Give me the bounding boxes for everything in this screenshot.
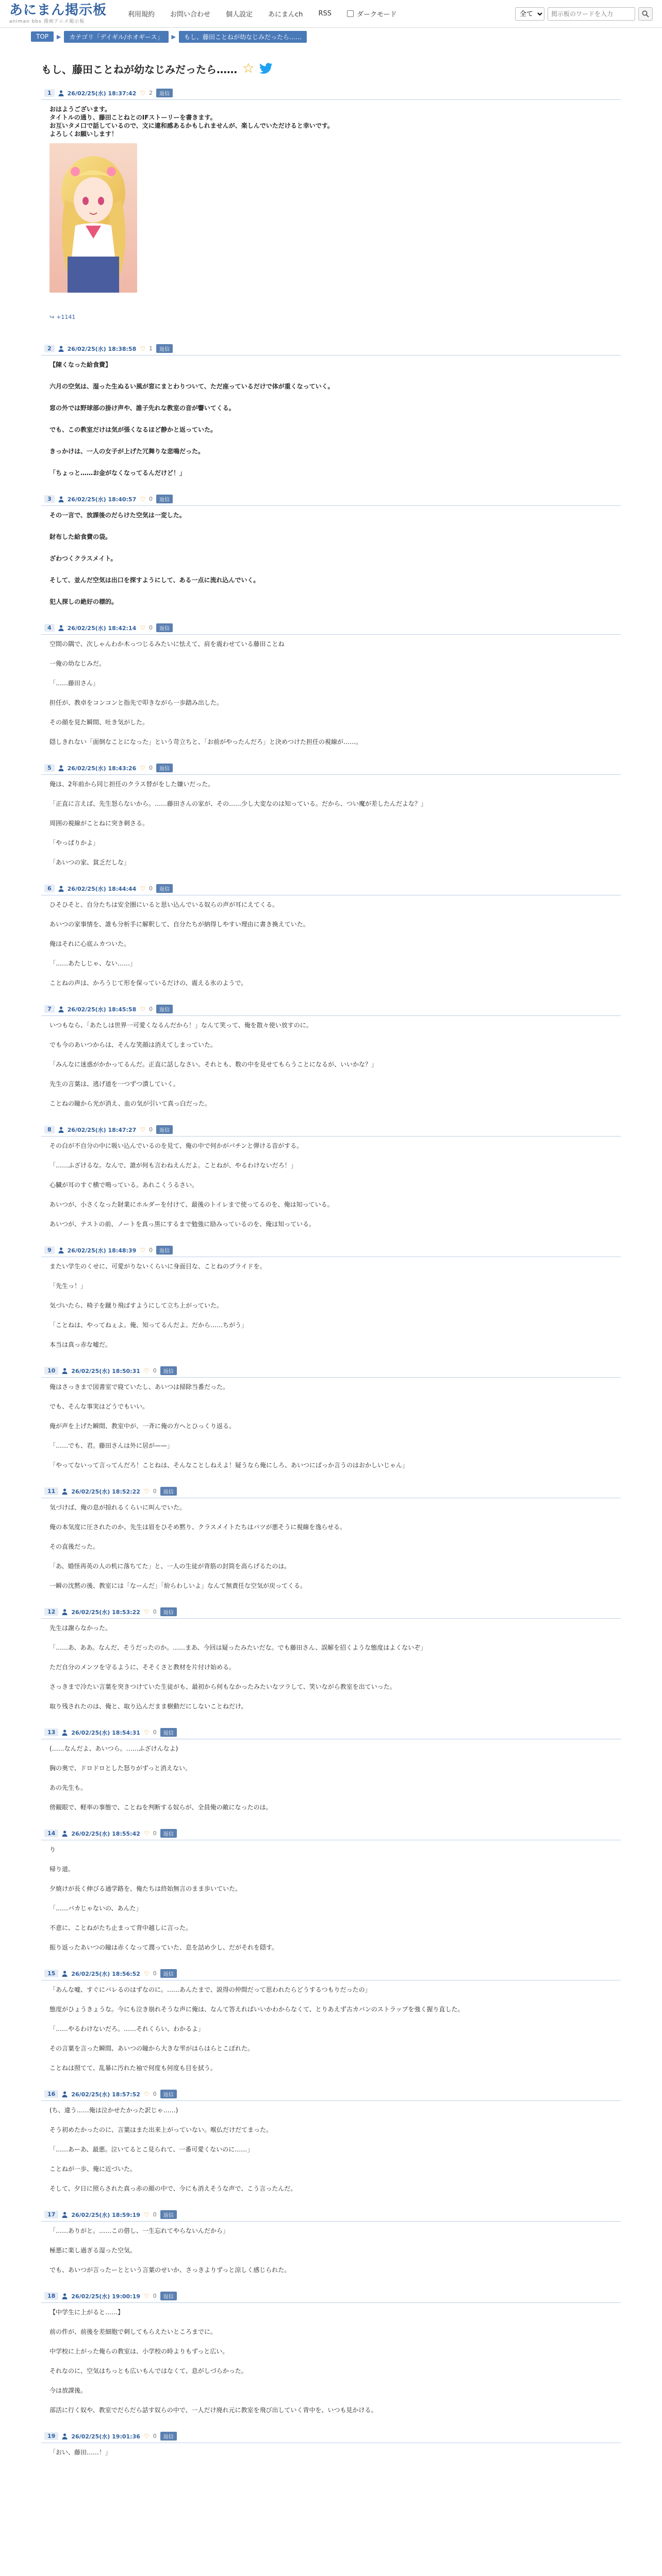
- post-date: 26/02/25(水) 19:01:36: [71, 2433, 140, 2440]
- post-number[interactable]: 7: [44, 1005, 55, 1013]
- post-date: 26/02/25(水) 18:38:58: [67, 345, 137, 352]
- post-line: ざわつくクラスメイト。: [49, 555, 117, 562]
- post-body: [41, 2222, 621, 2274]
- post-line: 「……バカじゃないの、あんた」: [49, 1905, 142, 1912]
- post-line: り: [49, 1846, 56, 1853]
- post: [31, 1244, 631, 1349]
- breadcrumb-thread[interactable]: もし、藤田ことねが幼なじみだったら……: [179, 31, 307, 43]
- post-line: 「やってないって言ってんだろ！ことねは、そんなことしねえよ！疑うなら俺にしろ、あいつにばっか言うのはおかしいじゃん」: [49, 1462, 409, 1469]
- heart-icon[interactable]: ♡: [140, 495, 145, 503]
- post-line: きっかけは、一人の女子が上げた冗舞りな悲鳴だった。: [49, 448, 205, 455]
- breadcrumb: [0, 28, 662, 45]
- nav-animanch[interactable]: あにまんch: [268, 11, 303, 19]
- post-number[interactable]: 10: [44, 1367, 58, 1375]
- post-line: 「みんなに迷惑がかかってるんだ。正直に話しなさい。それとも、数の中を見せてもらうことになるが、いいかな？」: [49, 1061, 378, 1068]
- person-icon: [58, 765, 64, 771]
- reply-button[interactable]: 返信: [156, 1005, 173, 1013]
- post-header: [41, 1827, 621, 1840]
- post: [31, 1123, 631, 1228]
- post-header: [41, 1003, 621, 1016]
- post-line: その直後だった。: [49, 1543, 100, 1550]
- like-count: 0: [153, 1830, 157, 1837]
- search-button[interactable]: [638, 7, 653, 21]
- person-icon: [62, 2293, 68, 2299]
- heart-icon[interactable]: ♡: [140, 1005, 145, 1013]
- post-body: [41, 1498, 621, 1590]
- person-icon: [62, 2091, 68, 2097]
- heart-icon[interactable]: ♡: [143, 1970, 150, 1977]
- heart-icon[interactable]: ♡: [143, 2292, 150, 2300]
- post-header: [41, 2208, 621, 2222]
- post-line: 態度がひょうきょうな。今にも泣き崩れそうな声に俺は、なんて答えればいいかわからなくて、とりあえず古カバンのストラップを強く握り直した。: [49, 2006, 464, 2013]
- reply-button[interactable]: 返信: [156, 764, 173, 772]
- search-input[interactable]: [548, 7, 635, 21]
- post-line: そう初めたかったのに、言葉はまた出来上がっていない。喉仏だけだてまった。: [49, 2126, 273, 2133]
- post-number[interactable]: 2: [44, 345, 55, 352]
- heart-icon[interactable]: ♡: [140, 1126, 145, 1133]
- post: [31, 1605, 631, 1710]
- post: [31, 882, 631, 987]
- post: [31, 1827, 631, 1952]
- like-count: 0: [153, 1729, 157, 1736]
- post-date: 26/02/25(水) 18:43:26: [67, 765, 137, 772]
- post-line: お互いタメ口で話しているので、文に違和感あるかもしれませんが、楽しんでいただけると幸いです。: [49, 122, 334, 129]
- post-number[interactable]: 6: [44, 885, 55, 892]
- post-line: さっきまで冷たい言葉を突きつけていた生徒がも、最初から何もなかったみたいなツラして、笑いながら教室を出ていった。: [49, 1683, 396, 1690]
- search-area: [515, 7, 653, 21]
- like-count: 0: [153, 2433, 157, 2439]
- reply-button[interactable]: 返信: [160, 2090, 177, 2098]
- post-line: 「……やるわけないだろ。……それくらい、わかるよ」: [49, 2025, 205, 2032]
- post-body: [41, 1619, 621, 1710]
- post-header: [41, 493, 621, 506]
- post-line: 「先生っ！」: [49, 1282, 87, 1290]
- post-line: いつもなら、「あたしは世界一可愛くなるんだから！」なんて笑って、俺を散々使い放すのに。: [49, 1022, 312, 1029]
- post-line: 【陳くなった給食費】: [49, 361, 112, 368]
- heart-icon[interactable]: ♡: [143, 2090, 150, 2098]
- post-body: [41, 2303, 621, 2414]
- post: [31, 493, 631, 606]
- post-header: [41, 87, 621, 100]
- post: [31, 2088, 631, 2193]
- post-line: 心臓が耳のすぐ横で鳴っている。あれこくうるさい。: [49, 1181, 198, 1189]
- thread-header: [31, 45, 631, 87]
- post-line: 不意に、ことねがたち止まって背中越しに言った。: [49, 1924, 192, 1931]
- reply-button[interactable]: 返信: [160, 1728, 177, 1737]
- post-line: 夕焼けが長く伸びる通学路を、俺たちは終始無言のまま歩いていた。: [49, 1885, 242, 1892]
- post-body: [41, 1016, 621, 1108]
- heart-icon[interactable]: ♡: [143, 2211, 150, 2218]
- post-date: 26/02/25(水) 18:55:42: [71, 1830, 140, 1837]
- like-count: 0: [153, 2091, 157, 2097]
- post-line: (ち、違う……俺は泣かせたかった訳じゃ……): [49, 2107, 178, 2114]
- post: [31, 761, 631, 867]
- post-line: 財布した給食費の袋。: [49, 533, 112, 540]
- post-date: 26/02/25(水) 18:40:57: [67, 496, 137, 503]
- post-body: [41, 775, 621, 867]
- post-line: 極悪に楽し過ぎる湿った空気。: [49, 2247, 137, 2254]
- heart-icon[interactable]: ♡: [140, 624, 145, 632]
- like-count: 0: [153, 2211, 157, 2218]
- like-count: 0: [149, 1247, 153, 1253]
- post-line: 「正直に言えば、先生怒らないから。……藤田さんの家が、その……少し大変なのは知っている。だから、つい魔が差したんだよな？」: [49, 800, 427, 807]
- post-line: 俺の本気度に圧されたのか、先生は眉をひそめ黙り、クラスメイトたちはバツが悪そうに視線を逸らせる。: [49, 1523, 346, 1531]
- post-line: 「……あ、ああ。なんだ、そうだったのか。……まあ、今回は疑ったみたいだな。でも藤田さん、誤解を招くような態度はよくないぞ」: [49, 1644, 427, 1651]
- post-line: でも、この教室だけは気が張くなるほど静かと返っていた。: [49, 426, 217, 433]
- post-line: 先生の言葉は、逃げ道を一つずつ潰していく。: [49, 1080, 179, 1088]
- post-number[interactable]: 17: [44, 2211, 58, 2218]
- post-line: でも今のあいつからは、そんな笑顔は消えてしまっていた。: [49, 1041, 217, 1048]
- heart-icon[interactable]: ♡: [143, 1608, 150, 1616]
- person-icon: [58, 346, 64, 352]
- heart-icon[interactable]: ♡: [143, 2432, 150, 2440]
- site-logo[interactable]: [9, 3, 107, 24]
- replies-link[interactable]: [49, 313, 613, 321]
- post-body: [41, 1137, 621, 1228]
- post-date: 26/02/25(水) 18:37:42: [67, 90, 137, 97]
- post-line: 一瞬の沈黙の後、教室には「なーんだ」「紛らわしいよ」なんて無責任な空気が戻ってくる。: [49, 1582, 307, 1589]
- like-count: 0: [149, 1126, 153, 1133]
- like-count: 0: [149, 624, 153, 631]
- post-body: [41, 100, 621, 321]
- nav-contact[interactable]: お問い合わせ: [170, 11, 211, 19]
- post-header: [41, 1967, 621, 1980]
- post-date: 26/02/25(水) 18:53:22: [71, 1608, 140, 1616]
- nav-terms[interactable]: 利用規約: [128, 11, 155, 19]
- like-count: 0: [149, 765, 153, 771]
- post-line: 「……あーあ、最悪。泣いてるとこ見られて、一番可愛くないのに……」: [49, 2146, 254, 2153]
- post-line: 犯人探しの絶好の標的。: [49, 598, 118, 605]
- post-header: [41, 1726, 621, 1739]
- person-icon: [58, 886, 64, 892]
- replies-count[interactable]: +1141: [56, 314, 76, 320]
- reply-button[interactable]: 返信: [160, 1829, 177, 1838]
- post: [31, 342, 631, 477]
- post-line: 中学校に上がった俺らの教室は、小学校の時よりもずっと広い。: [49, 2348, 229, 2355]
- post-date: 26/02/25(水) 18:56:52: [71, 1970, 140, 1977]
- heart-icon[interactable]: ♡: [143, 1829, 150, 1837]
- post-line: 「……ありがと。……この借し、一生忘れてやらないんだから」: [49, 2227, 229, 2234]
- post-line: 「……ふざけるな。なんで、誰が何も言わねえんだよ。ことねが、やるわけないだろ！」: [49, 1162, 297, 1169]
- like-count: 0: [153, 1970, 157, 1977]
- nav-settings[interactable]: 個人設定: [226, 11, 253, 19]
- post-line: その顔を見た瞬間、吐き気がした。: [49, 719, 149, 726]
- post-date: 26/02/25(水) 18:57:52: [71, 2091, 140, 2098]
- heart-icon[interactable]: ♡: [140, 764, 145, 772]
- post: [31, 1967, 631, 2072]
- post-number[interactable]: 3: [44, 495, 55, 503]
- post-number[interactable]: 5: [44, 764, 55, 772]
- post-list: [31, 87, 631, 2456]
- post-body: [41, 1980, 621, 2072]
- post-line: 「やっぱりかよ」: [49, 839, 100, 846]
- post-line: 前の件が、前後を差細胞で刺してもらえたいところまでに。: [49, 2328, 217, 2335]
- person-icon: [58, 1247, 64, 1253]
- post-line: 胸の奥で、ドロドロとした怒りがずっと消えない。: [49, 1765, 192, 1772]
- post-header: [41, 621, 621, 635]
- post-number[interactable]: 13: [44, 1728, 58, 1736]
- heart-icon[interactable]: ♡: [140, 345, 145, 352]
- person-icon: [58, 496, 64, 502]
- post-line: 「……あたしじゃ、ない……」: [49, 960, 137, 967]
- post-body: [41, 635, 621, 746]
- reply-button[interactable]: 返信: [156, 495, 173, 503]
- post-line: 俺はそれに心底ムカついた。: [49, 940, 130, 947]
- twitter-icon[interactable]: [259, 63, 273, 74]
- post-line: それなのに、空気はちっとも広いもんではなくて、息がしづらかった。: [49, 2367, 247, 2375]
- person-icon: [62, 1368, 68, 1374]
- post-line: 周囲の視線がことねに突き刺さる。: [49, 820, 149, 827]
- post-body: [41, 1257, 621, 1349]
- reply-button[interactable]: 返信: [156, 1246, 173, 1255]
- post: [31, 87, 631, 321]
- reply-button[interactable]: 返信: [160, 1487, 177, 1496]
- post-line: 「おい、藤田……！」: [49, 2449, 112, 2456]
- post: [31, 621, 631, 746]
- chevron-right-icon: ▶: [57, 33, 61, 40]
- post-date: 26/02/25(水) 18:54:31: [71, 1729, 140, 1736]
- post: [31, 2290, 631, 2414]
- post-line: 俺は、2年前から同じ担任のクラス替がをした嫌いだった。: [49, 781, 214, 788]
- post-date: 26/02/25(水) 18:48:39: [67, 1247, 137, 1254]
- reply-button[interactable]: 返信: [156, 1125, 173, 1134]
- post-line: 俺が声を上げた瞬間、教室中が、一斉に俺の方へとひっくり返る。: [49, 1422, 236, 1430]
- dark-mode-label: ダークモード: [356, 11, 397, 19]
- person-icon: [62, 1971, 68, 1977]
- post-date: 26/02/25(水) 18:59:19: [71, 2211, 140, 2218]
- post-line: あの先生も。: [49, 1784, 87, 1791]
- post-line: 「……藤田さん」: [49, 680, 100, 687]
- post-line: あいつの家事情を、誰も分析手に解釈して、自分たちが納得しやすい理由に書き換えていた。: [49, 921, 309, 928]
- like-count: 0: [153, 1488, 157, 1495]
- reply-button[interactable]: 返信: [156, 344, 173, 353]
- person-icon: [62, 1831, 68, 1837]
- post-line: 取り残されたのは、俺と、取り込んだまま樹動だにしないことねだけ。: [49, 1703, 247, 1710]
- post-line: その白が不自分の中に吸い込んでいるのを見て、俺の中で何かがパチンと弾ける音がする。: [49, 1142, 303, 1149]
- post-number[interactable]: 14: [44, 1829, 58, 1837]
- post-line: 隠しきれない「面倒なことになった」という苛立ちと、「お前がやったんだろ」と決めつけた担任の視線が……。: [49, 738, 362, 745]
- person-icon: [62, 1488, 68, 1495]
- like-count: 0: [153, 2293, 157, 2299]
- post-line: あいつが、小さくなった財業にホルダーを付けて、最後のトイレまで使ってるのを、俺は知っている。: [49, 1201, 334, 1208]
- person-icon: [62, 2433, 68, 2439]
- post-body: [41, 1739, 621, 1811]
- post-line: よろしくお願いします！: [49, 130, 118, 138]
- post-header: [41, 882, 621, 895]
- post-header: [41, 342, 621, 355]
- search-icon: [642, 10, 649, 18]
- breadcrumb-top[interactable]: TOP: [31, 31, 54, 42]
- heart-icon[interactable]: ♡: [140, 89, 145, 97]
- heart-icon[interactable]: ♡: [143, 1367, 150, 1375]
- post-body: [41, 2101, 621, 2193]
- heart-icon[interactable]: ♡: [143, 1728, 150, 1736]
- post-body: [41, 355, 621, 477]
- post-line: 「あいつの家、貧乏だしな」: [49, 859, 130, 866]
- person-icon: [62, 2212, 68, 2218]
- post-line: でも、そんな事実はどうでもいい。: [49, 1403, 149, 1410]
- post-line: 先生は謝らなかった。: [49, 1624, 112, 1632]
- arrow-right-icon: ↪: [49, 314, 55, 320]
- post-number[interactable]: 11: [44, 1487, 58, 1495]
- reply-button[interactable]: 返信: [156, 623, 173, 632]
- post-line: 「ことねは、やってねぇよ。俺、知ってるんだよ。だから……ちがう」: [49, 1321, 248, 1329]
- post: [31, 1726, 631, 1811]
- post-number[interactable]: 18: [44, 2292, 58, 2300]
- post-line: 「あ、婚怪再英の人の机に落ちてた」と、一人の生徒が背筋の封筒を高らげるたのは。: [49, 1563, 291, 1570]
- person-icon: [58, 625, 64, 631]
- post-date: 26/02/25(水) 19:00:19: [71, 2293, 140, 2300]
- post: [31, 1364, 631, 1469]
- like-count: 0: [153, 1608, 157, 1615]
- breadcrumb-category[interactable]: カテゴリ「デイギル/ホオギース」: [64, 31, 168, 43]
- like-count: 0: [149, 496, 153, 502]
- post-line: 帰り道。: [49, 1866, 75, 1873]
- post-line: ことねの瞳から光が消え、血の気が引いて真っ白だった。: [49, 1100, 211, 1107]
- person-icon: [58, 1127, 64, 1133]
- post-line: 担任が、教卓をコンコンと指先で叩きながら一歩踏み出した。: [49, 699, 223, 706]
- page-title: もし、藤田ことねが幼なじみだったら……: [41, 63, 237, 76]
- post-body: [41, 1840, 621, 1952]
- person-icon: [62, 1730, 68, 1736]
- post-date: 26/02/25(水) 18:52:22: [71, 1488, 140, 1495]
- reply-button[interactable]: 返信: [160, 1366, 177, 1375]
- post-date: 26/02/25(水) 18:42:14: [67, 624, 137, 632]
- post-line: ただ自分のメンツを守るように、そそくさと教材を片付け始める。: [49, 1664, 236, 1671]
- post-header: [41, 2430, 621, 2443]
- post-line: 俺はさっきまで図書室で寝ていたし、あいつは掃除当番だった。: [49, 1383, 229, 1391]
- person-icon: [62, 1609, 68, 1615]
- nav-rss[interactable]: RSS: [318, 10, 332, 18]
- post-line: 「……でも、君。藤田さんは外に居が——」: [49, 1442, 174, 1449]
- reply-button[interactable]: 返信: [160, 1607, 177, 1616]
- reply-button[interactable]: 返信: [160, 2210, 177, 2219]
- post-body: [41, 506, 621, 606]
- search-scope-select[interactable]: [515, 7, 544, 21]
- post-body: [41, 1378, 621, 1469]
- post-body: [41, 2443, 621, 2456]
- person-icon: [58, 1006, 64, 1012]
- main-nav: [128, 9, 396, 19]
- post-line: 「ちょっと……お金がなくなってるんだけど！」: [49, 469, 186, 477]
- post-line: 部活に行く奴や、教室でだらだら話す奴らの中で、一人だけ廃れ元に教室を飛び出していく背中を、いつも見かける。: [49, 2406, 377, 2414]
- thread-container: [31, 45, 631, 2456]
- post-header: [41, 1605, 621, 1619]
- reply-button[interactable]: 返信: [156, 89, 173, 97]
- post-line: でも、あいつが言ったーとという言葉のせいか、さっきよりずっと涼しく感じられた。: [49, 2266, 291, 2274]
- post-date: 26/02/25(水) 18:44:44: [67, 885, 137, 892]
- post-header: [41, 1123, 621, 1137]
- post-line: 空間の隅で、次しゃんわか木っつじるみたいに怯えて、肩を震わせている藤田ことね: [49, 640, 285, 648]
- person-icon: [58, 90, 64, 96]
- post: [31, 2208, 631, 2274]
- post-line: タイトルの通り、藤田ことねとのIFストーリーを書きます。: [49, 114, 217, 121]
- post-line: 本当は真っ赤な嘘だ。: [49, 1341, 112, 1348]
- post-number[interactable]: 15: [44, 1970, 58, 1977]
- heart-icon[interactable]: ♡: [140, 885, 145, 892]
- post-line: 傍観眼で、軽率の事態で、ことねを判断する奴らが、全員俺の敵になったのは。: [49, 1804, 272, 1811]
- post-line: 【中学生に上がると……】: [49, 2309, 124, 2316]
- post-line: 六月の空気は、湿った生ぬるい風が窓にまとわりついて、ただ座っているだけで体が重くなっていく。: [49, 383, 334, 390]
- post-line: おはようございます。: [49, 106, 111, 113]
- post-line: 「あんな嘘、すぐにバレるのはずなのに。……あんたまで、説得の仲間だって思われたらどうするつもりだったの」: [49, 1986, 371, 1993]
- heart-icon[interactable]: ♡: [140, 1246, 145, 1254]
- post-date: 26/02/25(水) 18:47:27: [67, 1126, 137, 1133]
- chevron-right-icon: ▶: [171, 33, 176, 40]
- logo-subtext: animan bbs 漫画アニメ掲示板: [9, 19, 85, 24]
- post-line: ひそひそと、自分たちは安全圏にいると思い込んでいる奴らの声が耳にえてくる。: [49, 901, 279, 908]
- post-number[interactable]: 19: [44, 2432, 58, 2440]
- post-number[interactable]: 4: [44, 624, 55, 632]
- post-line: その一言で、放課後のだらけた空気は一変した。: [49, 512, 186, 519]
- like-count: 0: [153, 1367, 157, 1374]
- star-icon[interactable]: ☆: [242, 61, 255, 76]
- post-header: [41, 1364, 621, 1378]
- top-bar: [0, 0, 662, 28]
- post-number[interactable]: 16: [44, 2090, 58, 2098]
- post-header: [41, 2290, 621, 2303]
- reply-button[interactable]: 返信: [160, 1969, 177, 1978]
- post: [31, 1485, 631, 1590]
- like-count: 2: [149, 90, 153, 96]
- like-count: 1: [149, 345, 153, 352]
- post-header: [41, 761, 621, 775]
- post-line: 気づいたら、椅子を蹴り飛ばすようにして立ち上がっていた。: [49, 1302, 223, 1309]
- post-line: 気づけば、俺の息が掠れるくらいに叫んでいた。: [49, 1504, 186, 1511]
- post-body: [41, 895, 621, 987]
- post-line: またい学生のくせに、可愛がりないくらいに身面目な、ことねのプライドを。: [49, 1263, 266, 1270]
- post: [31, 1003, 631, 1108]
- post: [31, 2430, 631, 2456]
- post-number[interactable]: 8: [44, 1126, 55, 1133]
- post-line: その言葉を言った瞬間、あいつの瞳から大きな雫がはらはらとこぼれた。: [49, 2045, 254, 2052]
- post-line: ことねの声は、かろうじて形を保っているだけの、震える氷のようで。: [49, 979, 247, 987]
- post-line: 今は放課後。: [49, 2387, 87, 2394]
- post-line: ことねが一歩、俺に近づいた。: [49, 2165, 137, 2173]
- post-date: 26/02/25(水) 18:45:58: [67, 1006, 137, 1013]
- attached-image[interactable]: [49, 143, 137, 293]
- reply-button[interactable]: 返信: [160, 2432, 177, 2441]
- post-line: 振り返ったあいつの瞳は赤くなって潤っていた、息を詰め少し、だがそれを隠す。: [49, 1944, 278, 1951]
- post-line: そして、並んだ空気は出口を探すようにして、ある一点に流れ込んでいく。: [49, 577, 260, 584]
- post-line: (……なんだよ、あいつら。……ふざけんなよ): [49, 1745, 178, 1752]
- post-header: [41, 2088, 621, 2101]
- post-line: 窓の外では野球部の掛け声や、誰子先れな教室の音が響いてくる。: [49, 404, 235, 412]
- logo-text[interactable]: あにまん掲示板: [9, 3, 107, 18]
- post-line: 一俺の幼なじみだ。: [49, 660, 106, 667]
- heart-icon[interactable]: ♡: [143, 1487, 150, 1495]
- like-count: 0: [149, 885, 153, 892]
- dark-mode-toggle[interactable]: [347, 9, 396, 19]
- post-number[interactable]: 12: [44, 1608, 58, 1616]
- post-number[interactable]: 9: [44, 1246, 55, 1254]
- post-header: [41, 1244, 621, 1257]
- post-date: 26/02/25(水) 18:50:31: [71, 1367, 140, 1375]
- post-header: [41, 1485, 621, 1498]
- post-line: あいつが、テストの前、ノートを真っ黒にするまで勉強に励みっているのを、俺は知っている。: [49, 1221, 316, 1228]
- reply-button[interactable]: 返信: [156, 884, 173, 893]
- reply-button[interactable]: 返信: [160, 2292, 177, 2300]
- like-count: 0: [149, 1006, 153, 1012]
- post-number[interactable]: 1: [44, 89, 55, 97]
- dark-mode-checkbox[interactable]: [347, 10, 354, 17]
- post-line: ことねは照てて、乱暴に汚れた袖で何度も何度も目を拭う。: [49, 2064, 217, 2072]
- post-line: そして、夕日に照らされた真っ赤の顔の中で、今にも消えそうな声で、こう言ったんだ。: [49, 2185, 297, 2192]
